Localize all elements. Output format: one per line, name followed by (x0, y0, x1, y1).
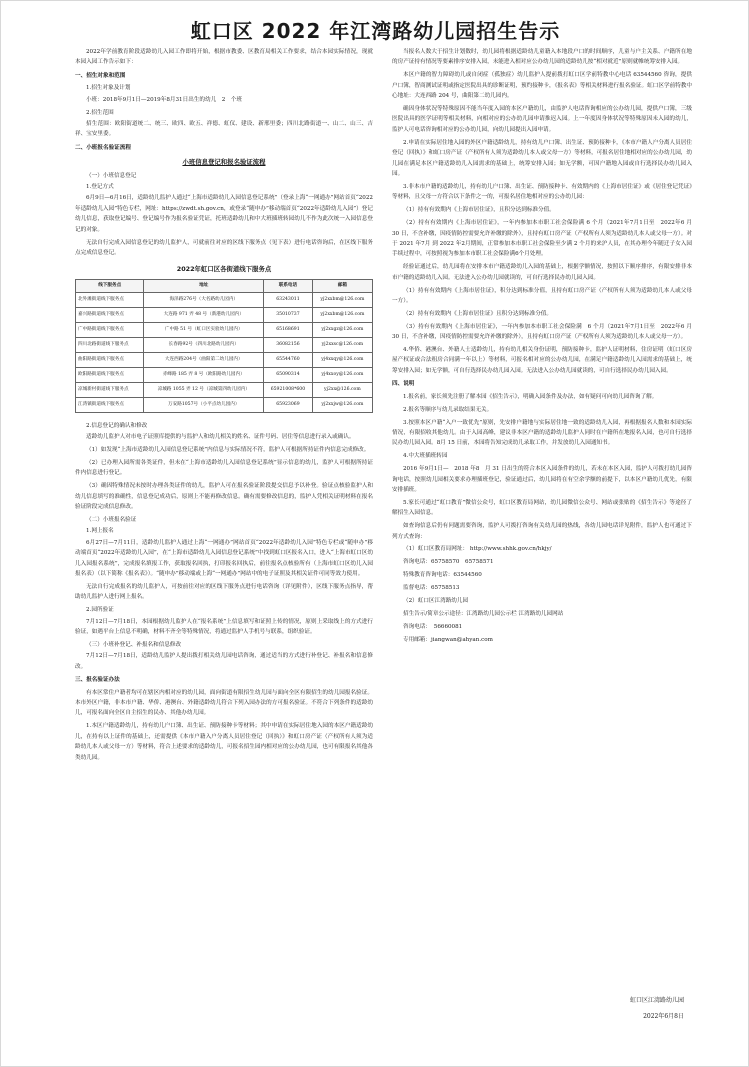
signature-org: 虹口区江湾路幼儿园 (629, 997, 684, 1004)
paragraph: （1）持有有效期内《上海市居住证》，积分达到标准分值，且持有虹口房产证（产权所有人须为适龄幼儿本人或父母一方）。 (392, 287, 692, 304)
table-row (76, 337, 373, 352)
service-point-address: 海泽路276号（大名路幼儿园内） (144, 292, 264, 307)
paragraph: 2.报名等顺序与幼儿录取结果无关。 (403, 406, 493, 413)
contact-block-1 (392, 544, 692, 554)
table-row (76, 367, 373, 382)
paragraph: （3）持有有效期内《上海市居住证》，一年内参加本市职工社会保险满 6 个月（2021年7月1日至 2022年6 月 30 日，不含补缴，因疫情防控需要允许补缴的除外），且持有虹口房产证（产权所有人须为适龄幼儿本人或父母一方）。 (392, 323, 692, 341)
service-point-address: 凉城路 1055 弄 12 号（凉城第四幼儿园内） (144, 382, 264, 397)
section-heading: 一、招生对象和范围 (75, 72, 126, 79)
service-point-email[interactable]: yj4xxoy@126.com (312, 367, 372, 382)
signature-date: 2022年6月8日 (643, 1013, 684, 1020)
paragraph: 1.本区户籍适龄幼儿，持有幼儿户口簿、出生证、预防接种卡等材料；其中申请在实际居住地入园的本区户籍适龄幼儿，在持有以上证件的基础上，还需提供《本市户籍入户分离人员居住登记（回执）》和虹口房产证（产权所有人须为适龄幼儿本人或父母一方）等材料，符合上述要求的适龄幼儿，可报名招生园内相对应的公办幼儿园，也可有限报名其他各类幼儿园。 (75, 723, 373, 761)
paragraph: 确因身体状况等特殊原因不能当年度入园的本区户籍幼儿，由监护人电话咨询相应的公办幼儿园，提供户口簿，三级医院出具的医学证明等相关材料，向相对应的公办幼儿园申请推迟入园。上一年度因身体状况等特殊原因未入园的幼儿，监护人可电话咨询相对应的公办幼儿园，向幼儿园提出入园申请。 (392, 106, 692, 133)
paragraph: 1.报名前，家长须先注册了解本园《招生告示》，明确入园条件及办法，如有疑问可向幼儿园咨询了解。 (403, 393, 658, 400)
paragraph: 有本区常住户籍者均可在辖区内相对应的幼儿园，面向街道有限招生幼儿园与面向全区有限招生的幼儿园报名验证。本市外区户籍，非本市户籍、华侨、港澳台、外籍适龄幼儿符合下列入园办法的方可报名验证。不符合下列条件的适龄幼儿，可报名面向全区自主招生的民办、其他办幼儿园。 (75, 689, 373, 717)
service-point-name: 广中路街道线下服务点 (76, 322, 144, 337)
contact-label: （2）虹口区江湾路幼儿园 (403, 598, 469, 605)
service-point-name: 北外滩街道线下服务点 (76, 292, 144, 307)
paragraph: （3）确因特殊情况未按时办理各类证件的幼儿，监护人可在报名验证阶段提交信息予以补登。验证点核验监护人和幼儿信息填写的准确性，信息登记成功后，原则上不能再修改信息。确有需要修改信息的，监护人凭相关证明材料在报名验证阶段完成信息修改。 (75, 483, 373, 511)
paragraph: 7月12日—7月18日，本园根据幼儿监护人在“报名系统”上信息填写和证照上传的情况，原则上采取线上的方式进行验证，如遇平台上信息不明确，材料不齐全等特殊情况，将通过监护人手机号与联系，组织验证。 (75, 618, 373, 636)
table-header-cell: 联系电话 (264, 279, 313, 292)
intro-paragraph: 2022年学前教育阶段适龄幼儿入园工作即将开始，根据市教委、区教育局相关工作要求，结合本园实际情况，现就本园入园工作告示如下： (75, 49, 373, 66)
paragraph: 4.华侨、港澳台、外籍人士适龄幼儿，持有幼儿相关身份证明，预防接种卡，监护人证明材料，住房证明（虹口区房屋产权证或合法租房合同满一年以上）等材料，可报名相对应的公办幼儿园，在满足户籍适龄幼儿入园需求的基础上，统筹安排入园；如无学额，可自行选择民办幼儿园入园。无法进入公办幼儿园就读的，可自行选择民办幼儿园入园。 (392, 347, 692, 374)
contact-line: 监督电话：65758513 (403, 585, 460, 592)
contact-line: 专用邮箱：jiangwan@ahyan.com (403, 636, 493, 643)
paragraph: （1）如发现“上海市适龄幼儿入园信息登记系统”内信息与实际情况不符，监护人可根据所持证件内信息完成修改。 (86, 447, 370, 454)
contact-line: 咨询电话： 56660081 (403, 623, 463, 630)
service-point-address: 大连西路204号（曲阳第二幼儿园内） (144, 352, 264, 367)
paragraph: 本区户籍的智力障碍幼儿或自闭症（孤独症）幼儿监护人提前拨打虹口区学前特教中心电话 63544560 咨询，提供户口簿，智商测试证明或指定医院出具的诊断证明，预约接种卡，《报名表》等相关材料进行报名验证。虹口区学前特教中心地址：大连西路 204 号，曲阳第二幼儿园内。 (392, 72, 692, 100)
table-row (76, 397, 373, 412)
contact-line: 特殊教育咨询电话：63544560 (403, 572, 482, 579)
service-point-name: 凉城新村街道线下服务点 (76, 382, 144, 397)
service-table-title: 2022年虹口区各街道线下服务点 (176, 265, 272, 274)
subheading: 1.登记方式 (86, 183, 114, 190)
paragraph: 招生范围：欧阳街道统二、统三、欧四、欧五、祥德、虹仪、建设、新邢里委；四川北路街道一、山二、山三、吉祥、宝安里委。 (75, 120, 373, 138)
contact-line: 咨询电话：65758570 65758571 (403, 559, 494, 566)
paragraph: （2）已办理入园所需各类证件，但未在“上海市适龄幼儿入园信息登记系统”显示信息的幼儿，监护人可根据所持证件内信息进行登记。 (75, 459, 373, 477)
right-column (392, 47, 698, 648)
service-point-email[interactable]: yj2xxgz@126.com (312, 322, 372, 337)
paragraph: （2）持有有效期内《上海市居住证》，一年内参加本市职工社会保险满 6 个月（2021年7月1日至 2022年6 月 30 日，不含补缴，因疫情防控需要允许补缴的除外），且持有虹口房产证（产权所有人须为适龄幼儿本人或父母一方）。对于 2021 年7月 到 2022 年2月期间，正常参加本市职工社会保险至少满 2 个月的来沪人员，在其办理今年随迁子女入园手续过程中，可按照视为参加本市职工社会保险满6个月处理。 (392, 220, 698, 258)
paragraph: 3.非本市户籍的适龄幼儿，持有幼儿户口簿、出生证、预防接种卡、有效期内的《上海市居住证》或《居住登记凭证》等材料，且父母一方符合以下条件之一的，可报名居住地相对应的公办幼儿园： (392, 183, 692, 201)
subheading: （三）小班补登记、补报名和信息修改 (86, 641, 182, 648)
paragraph: 当报名人数大于招生计划数时，幼儿园将根据适龄幼儿童籍入本地段户口的时间顺序，儿童与户主关系、户籍所在地的房产证持有情况等要素排序安排入园，未能进入相对应公办幼儿园的适龄幼儿按“相对就近”原则就帷统筹安排入园。 (392, 49, 692, 66)
section-heading: 四、说明 (392, 381, 415, 388)
service-point-name: 四川北路街道线下服务点 (76, 337, 144, 352)
service-point-name: 欧阳路街道线下服务点 (76, 367, 144, 382)
contact-label: （1）虹口区教育局网址： (403, 546, 469, 553)
paragraph: 如查询信息后仍有问题需要咨询，监护人可拨打咨询有关幼儿园的热线，各幼儿园电话详见附件，监护人也可通过下列方式查询： (392, 523, 692, 540)
paragraph: 6月9日—6月16日，适龄幼儿监护人通过“上海市适龄幼儿入园信息登记系统”（登录上海“一网通办”网站首页“2022年适龄幼儿入园”特色专栏，网址：https://zwdt.sh.gov.cn，或登录“随申办”移动端首页“2022年适龄幼儿入园”）登记幼儿信息，获取登记编号、登记编号作为报名验证凭证，托班适龄幼儿和中大班插班转园幼儿不作为此次统一入园信息登记的对象。 (75, 195, 373, 233)
subheading: （二）小班报名验证 (86, 516, 137, 523)
table-header-cell: 邮箱 (312, 279, 372, 292)
subheading: 2.招生范围 (86, 109, 114, 116)
service-point-address: 广中路 51 号（虹口区实验幼儿园内） (144, 322, 264, 337)
service-point-email[interactable]: yj4xxqy@126.com (312, 352, 372, 367)
service-point-phone: 65090314 (264, 367, 313, 382)
paragraph: 7月12日—7月18日，适龄幼儿监护人提出拨打相关幼儿园电话咨询，通过适当的方式进行补登记、补报名和信息修改。 (75, 653, 373, 670)
service-point-email[interactable]: yj2xx@126.com (312, 382, 372, 397)
service-point-name: 嘉兴路街道线下服务点 (76, 307, 144, 322)
service-point-address: 赤峰路 185 弄 8 号（欧阳路幼儿园内） (144, 367, 264, 382)
subheading: 2.园所验证 (86, 607, 114, 614)
service-point-phone: 63243011 (264, 292, 313, 307)
table-row (76, 292, 373, 307)
service-point-phone: 65544760 (264, 352, 313, 367)
section-heading: 三、报名验证办法 (75, 677, 120, 684)
table-row (76, 307, 373, 322)
subheading: 1.招生对象及计划 (86, 85, 131, 92)
table-row (76, 352, 373, 367)
paragraph: 无法自行完成报名的幼儿监护人，可按前往对应的区线下服务点进行电话咨询（详见附件），区线下服务点指导，帮助幼儿监护人进行网上报名。 (75, 583, 373, 601)
flow-title: 小班信息登记和报名验证流程 (182, 158, 266, 167)
paragraph: 3.按照本区户籍“入户一致优先”原则，先安排户籍地与实际居住地一致的适龄幼儿入园，再根据报名人数和本园实际情况，有限招收其他幼儿。由于入园高峰，建议非本区户籍的适龄幼儿监护人同时在户籍所在地报名入园，也可自行选择民办幼儿园入园。8月 15 日前，本园将告知完成幼儿录取工作，并发放幼儿入园通知书。 (392, 419, 692, 447)
service-point-phone: 65168691 (264, 322, 313, 337)
service-point-email[interactable]: yj2xxsc@126.com (312, 337, 372, 352)
contact-line: 招生告示/简章公示途径：江湾路幼儿园公示栏 江湾路幼儿园网站 (403, 611, 564, 617)
table-row (76, 322, 373, 337)
service-points-table (75, 279, 373, 413)
paragraph: 6月27日—7月11日，适龄幼儿监护人通过上海“一网通办”网站首页“2022年适龄幼儿入园”特色专栏或“随申办”移动端首页“2022年适龄幼儿入园”，在“上海市适龄幼儿入园信息登记系统”中找到虹口区报名入口，进入“上海市虹口区幼儿入园报名系统”，完成报名填报工作，获取报名回执，打印报名回执后，前往报名点核验所有（上海市虹口区幼儿入园报名表）（以下简称《报名表》）。“随申办”移动端或上海“一网通办”网站中的电子证照及其相关证件可同等效力使用。 (75, 539, 373, 577)
section-heading: 二、小班报名验证流程 (75, 144, 131, 151)
service-point-address: 长春路92号（四川北路幼儿园内） (144, 337, 264, 352)
paragraph: 2.申请在实际居住地入园的外区户籍适龄幼儿，持有幼儿户口簿、出生证、预防接种卡，《本市户籍人户分离人员居住登记（回执）》和虹口房产证（产权所有人须为适龄幼儿本人或父母一方）等材料，可报名居住地相对应的公办幼儿园，幼儿园在满足本区户籍适龄幼儿入园需求的基础上，统筹安排入园；如无学额，可因户籍地入园或自行选择民办幼儿园入园。 (392, 139, 692, 177)
left-column (75, 47, 373, 765)
service-point-email[interactable]: yj2xxjw@126.com (312, 397, 372, 412)
subheading: 4.中大班插班转园 (403, 453, 448, 460)
paragraph: 无法自行完成入园信息登记的幼儿监护人，可就前往对应的区线下服务点（见下表）进行电话咨询后，在区线下服务点完成信息登记。 (75, 239, 373, 256)
subheading: （一）小班信息登记 (86, 172, 137, 179)
education-bureau-link[interactable]: http://www.shhk.gov.cn/hkjy/ (469, 546, 552, 553)
service-point-email[interactable]: yj2xxbm@126.com (312, 292, 372, 307)
service-point-phone: 65921008*600 (264, 382, 313, 397)
paragraph: （1）持有有效期内《上海市居住证》，且积分达到标准分值。 (403, 207, 555, 214)
paragraph: 2016 年9月1日— 2018 年8 月 31 日出生的符合本区入园条件的幼儿，若未在本区入园，监护人可拨打幼儿园咨询电话，按照幼儿园相关要求办理插班登记，验证通过后，幼儿园将在有空余学额的前提下，以本区户籍幼儿优先，有限安排插班。 (392, 466, 692, 493)
table-header-row (76, 279, 373, 292)
paragraph: （2）持有有效期内《上海市居住证》且积分达到标准分值。 (403, 310, 552, 317)
table-row (76, 382, 373, 397)
service-point-phone: 35010737 (264, 307, 313, 322)
table-header-cell: 线下服务点 (76, 279, 144, 292)
table-header-cell: 地址 (144, 279, 264, 292)
service-point-address: 大连路 971 弄 48 号（新港幼儿园内） (144, 307, 264, 322)
paragraph: 小班：2018年9月1日—2019年8月31日出生的幼儿 2 个班 (86, 96, 243, 103)
paragraph: 适龄幼儿监护人对市电子证照库提供的与监护人和幼儿相关的姓名、证件号码、居住等信息进行录入或确认。 (86, 434, 355, 441)
service-point-name: 曲阳路街道线下服务点 (76, 352, 144, 367)
subheading: 2.信息登记的确认和修改 (86, 422, 148, 429)
paragraph: 经验证通过后，幼儿园将在安排本市户籍适龄幼儿入园的基础上，根据学额情况，按照以下顺序排序，有限安排非本市户籍的适龄幼儿入园。无法进入公办幼儿园就读的，可自行选择民办幼儿园入园。 (392, 264, 692, 281)
service-point-address: 万安路1057号（小平点幼儿园内） (144, 397, 264, 412)
subheading: 1.网上报名 (86, 528, 114, 535)
service-point-email[interactable]: yj2xxbm@126.com (312, 307, 372, 322)
paragraph: 5.家长可通过“虹口教育”微信公众号，虹口区教育局网站，幼儿园微信公众号、网站或张贴的《招生告示》等途径了解招生入园信息。 (392, 499, 692, 517)
service-point-phone: 65923069 (264, 397, 313, 412)
service-point-name: 江湾镇街道线下服务点 (76, 397, 144, 412)
page-title: 虹口区 2022 年江湾路幼儿园招生告示 (190, 19, 561, 43)
service-point-phone: 36082156 (264, 337, 313, 352)
